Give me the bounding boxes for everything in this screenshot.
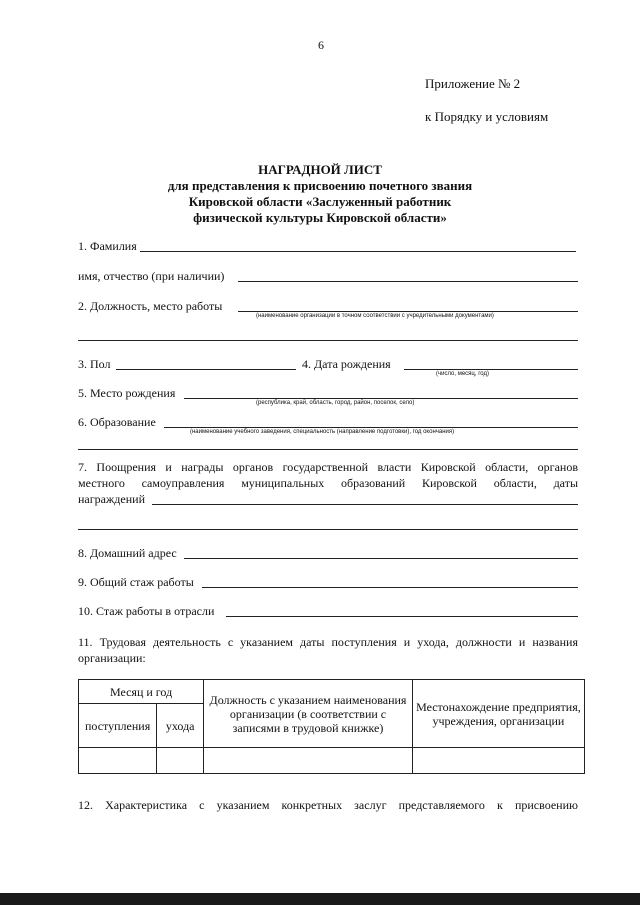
labor-activity-text-2: организации: bbox=[78, 651, 146, 665]
total-experience-line[interactable] bbox=[202, 587, 578, 588]
exit-header: ухода bbox=[157, 704, 204, 748]
birth-date-label: 4. Дата рождения bbox=[302, 357, 391, 371]
labor-activity-table bbox=[78, 679, 585, 774]
birth-date-line[interactable] bbox=[404, 369, 578, 370]
entry-cell[interactable] bbox=[79, 748, 157, 774]
appendix-label: Приложение № 2 bbox=[425, 76, 521, 91]
document-title: НАГРАДНОЙ ЛИСТ bbox=[258, 162, 382, 177]
industry-experience-label: 10. Стаж работы в отрасли bbox=[78, 604, 215, 618]
scan-edge-bar bbox=[0, 893, 640, 905]
education-caption: (наименование учебного заведения, специальность (направление подготовки), год окончания) bbox=[190, 429, 455, 435]
exit-cell[interactable] bbox=[157, 748, 204, 774]
awards-text-1: 7. Поощрения и награды органов государственной власти Кировской области, органов bbox=[78, 460, 578, 474]
awards-text-2: местного самоуправления муниципальных образований Кировской области, даты bbox=[78, 476, 578, 490]
characteristic-text: 12. Характеристика с указанием конкретных заслуг представляемого к присвоению bbox=[78, 798, 578, 812]
document-subtitle-1: для представления к присвоению почетного звания bbox=[167, 178, 473, 193]
home-address-line[interactable] bbox=[184, 558, 578, 559]
awards-line-2[interactable] bbox=[78, 529, 578, 530]
page-number: 6 bbox=[318, 38, 324, 52]
education-line-2[interactable] bbox=[78, 449, 578, 450]
position-header: Должность с указанием наименования организации (в соответствии с записями в трудовой книжке) bbox=[204, 680, 413, 748]
entry-header: поступления bbox=[79, 704, 157, 748]
education-label: 6. Образование bbox=[78, 415, 156, 429]
surname-line[interactable] bbox=[140, 251, 576, 252]
position-cell[interactable] bbox=[204, 748, 413, 774]
awards-text-3: награждений bbox=[78, 492, 145, 506]
industry-experience-line[interactable] bbox=[226, 616, 578, 617]
location-header: Местонахождение предприятия, учреждения, организации bbox=[412, 680, 584, 748]
name-label: имя, отчество (при наличии) bbox=[78, 269, 225, 283]
document-subtitle-2: Кировской области «Заслуженный работник bbox=[188, 194, 452, 209]
labor-activity-text-1: 11. Трудовая деятельность с указанием даты поступления и ухода, должности и названия bbox=[78, 635, 578, 649]
appendix-to-order: к Порядку и условиям bbox=[425, 109, 549, 124]
birth-date-caption: (число, месяц, год) bbox=[436, 371, 489, 377]
birthplace-line[interactable] bbox=[184, 398, 578, 399]
sex-label: 3. Пол bbox=[78, 357, 111, 371]
sex-line[interactable] bbox=[116, 369, 296, 370]
awards-line[interactable] bbox=[152, 504, 578, 505]
name-line[interactable] bbox=[238, 281, 578, 282]
birthplace-label: 5. Место рождения bbox=[78, 386, 176, 400]
position-line[interactable] bbox=[238, 311, 578, 312]
total-experience-label: 9. Общий стаж работы bbox=[78, 575, 194, 589]
education-line[interactable] bbox=[164, 427, 578, 428]
surname-label: 1. Фамилия bbox=[78, 239, 137, 253]
home-address-label: 8. Домашний адрес bbox=[78, 546, 177, 560]
position-label: 2. Должность, место работы bbox=[78, 299, 223, 313]
month-year-header: Месяц и год bbox=[79, 680, 204, 704]
location-cell[interactable] bbox=[412, 748, 584, 774]
position-caption: (наименование организации в точном соответствии с учредительными документами) bbox=[256, 313, 494, 319]
birthplace-caption: (республика, край, область, город, район, поселок, село) bbox=[256, 400, 415, 406]
document-subtitle-3: физической культуры Кировской области» bbox=[193, 210, 447, 225]
position-line-2[interactable] bbox=[78, 340, 578, 341]
